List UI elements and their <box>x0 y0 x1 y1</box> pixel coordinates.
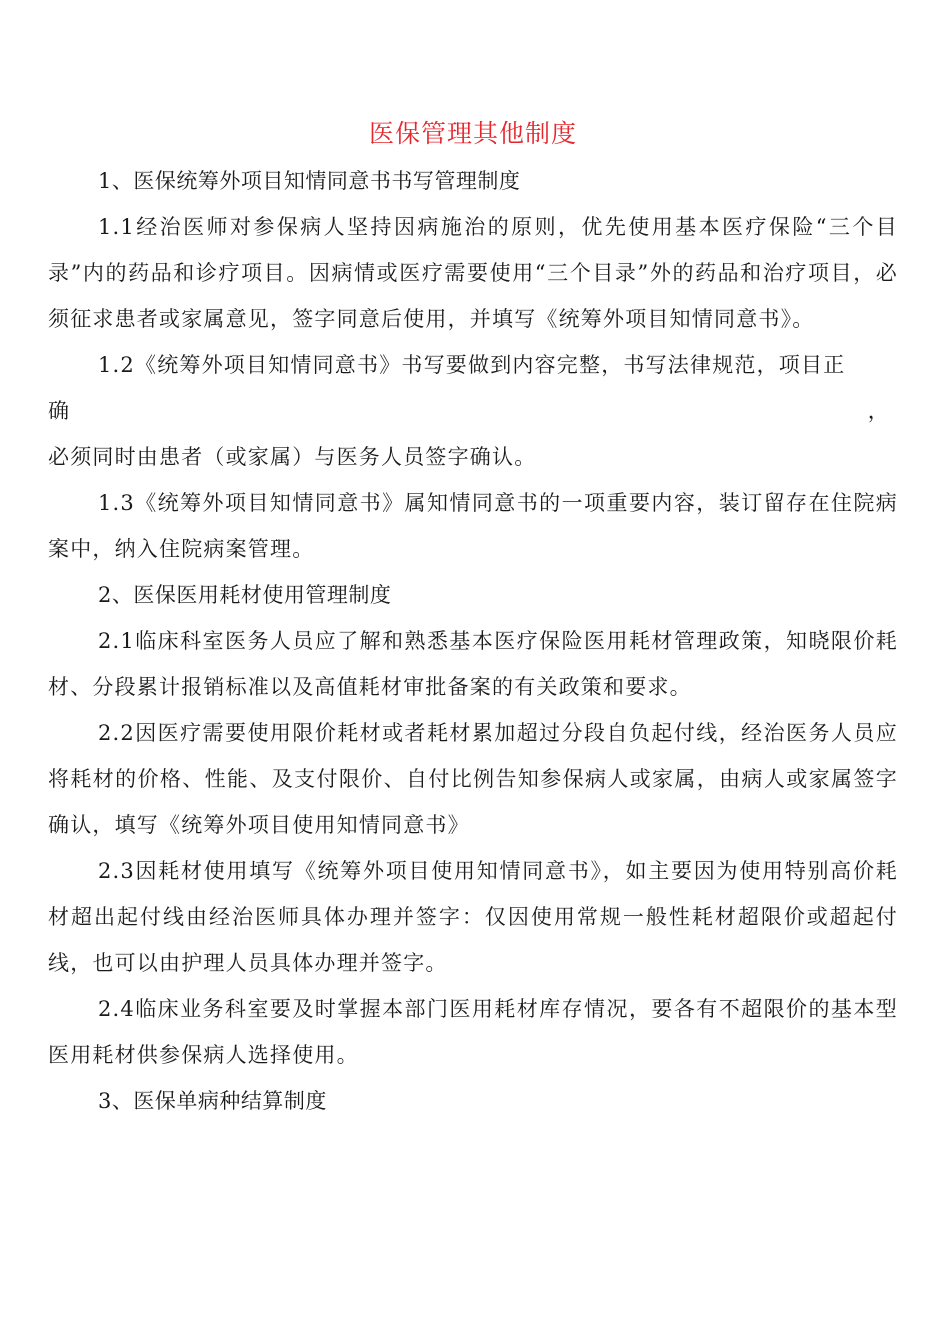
document-title: 医保管理其他制度 <box>368 119 577 148</box>
paragraph-1-2-line1: 1.2《统筹外项目知情同意书》书写要做到内容完整，书写法律规范，项目正 <box>98 353 846 377</box>
paragraph-1-2-line2-right: ， <box>867 399 890 423</box>
section-heading-3: 3、医保单病种结算制度 <box>98 1089 327 1113</box>
paragraph-2-2: 2.2因医疗需要使用限价耗材或者耗材累加超过分段自负起付线，经治医务人员应将耗材的价格、性能、及支付限价、自付比例告知参保病人或家属，由病人或家属签字确认，填写《统筹外项目使用知情同意书》 <box>48 721 898 837</box>
section-heading-1: 1、医保统筹外项目知情同意书书写管理制度 <box>98 169 521 193</box>
paragraph-1-2-line2-left: 确 <box>48 399 71 423</box>
paragraph-1-3: 1.3《统筹外项目知情同意书》属知情同意书的一项重要内容，装订留存在住院病案中，纳入住院病案管理。 <box>48 491 898 561</box>
paragraph-2-1: 2.1临床科室医务人员应了解和熟悉基本医疗保险医用耗材管理政策，知晓限价耗材、分段累计报销标准以及高值耗材审批备案的有关政策和要求。 <box>48 629 898 699</box>
paragraph-1-1: 1.1经治医师对参保病人坚持因病施治的原则，优先使用基本医疗保险“三个目录”内的药品和诊疗项目。因病情或医疗需要使用“三个目录”外的药品和治疗项目，必须征求患者或家属意见，签字同意后使用，并填写《统筹外项目知情同意书》。 <box>48 215 898 331</box>
document-page <box>48 112 898 1124</box>
paragraph-1-2 <box>48 342 898 480</box>
paragraph-2-3: 2.3因耗材使用填写《统筹外项目使用知情同意书》，如主要因为使用特别高价耗材超出起付线由经治医师具体办理并签字：仅因使用常规一般性耗材超限价或超起付线，也可以由护理人员具体办理并签字。 <box>48 859 898 975</box>
paragraph-2-4: 2.4临床业务科室要及时掌握本部门医用耗材库存情况，要各有不超限价的基本型医用耗材供参保病人选择使用。 <box>48 997 898 1067</box>
paragraph-1-2-line2 <box>48 388 898 434</box>
paragraph-1-2-line3: 必须同时由患者（或家属）与医务人员签字确认。 <box>48 445 537 469</box>
section-heading-2: 2、医保医用耗材使用管理制度 <box>98 583 392 607</box>
